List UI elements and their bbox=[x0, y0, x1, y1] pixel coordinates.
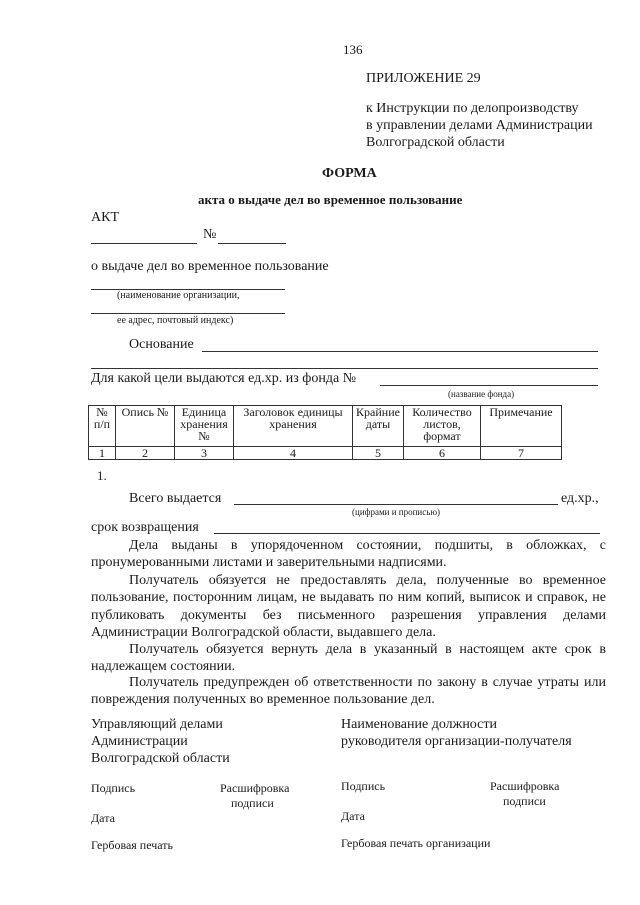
left-seal-label: Гербовая печать bbox=[91, 838, 174, 852]
paragraph-text: Получатель обязуется вернуть дела в указанный в настоящем акте срок в надлежащем состоянии. bbox=[91, 642, 606, 675]
paragraph bbox=[91, 641, 606, 676]
act-number-line bbox=[218, 243, 286, 244]
paragraph bbox=[91, 537, 606, 572]
basis-label: Основание bbox=[129, 337, 194, 352]
left-signatory-line3: Волгоградской области bbox=[91, 751, 230, 766]
act-purpose-line: о выдаче дел во временное пользование bbox=[91, 259, 329, 274]
right-date-label: Дата bbox=[341, 809, 365, 823]
left-date-label: Дата bbox=[91, 811, 115, 825]
col-header-dates: Крайние даты bbox=[353, 406, 404, 447]
register-table bbox=[88, 405, 562, 460]
col-header-unit-title: Заголовок единицы хранения bbox=[234, 406, 353, 447]
fund-caption: (название фонда) bbox=[448, 389, 515, 399]
org-caption: (наименование организации, bbox=[117, 290, 240, 301]
left-signature-label: Подпись bbox=[91, 781, 136, 795]
col-number: 3 bbox=[175, 447, 234, 460]
act-label: АКТ bbox=[91, 210, 119, 225]
first-row-marker: 1. bbox=[97, 468, 107, 483]
paragraph bbox=[91, 572, 606, 642]
col-number: 7 bbox=[481, 447, 562, 460]
paragraph bbox=[91, 674, 606, 709]
appendix-ref-line1: к Инструкции по делопроизводству bbox=[366, 101, 579, 116]
issued-unit: ед.хр., bbox=[561, 491, 599, 506]
right-decode-label: Расшифровка bbox=[490, 779, 560, 793]
right-signatory-line2: руководителя организации-получателя bbox=[341, 734, 572, 749]
issued-caption: (цифрами и прописью) bbox=[352, 507, 441, 517]
left-decode-label-2: подписи bbox=[231, 796, 274, 810]
page-number: 136 bbox=[343, 42, 363, 57]
table-row bbox=[89, 447, 562, 460]
col-header-index: № п/п bbox=[89, 406, 116, 447]
basis-line bbox=[202, 351, 598, 352]
col-header-notes: Примечание bbox=[481, 406, 562, 447]
right-signatory-line1: Наименование должности bbox=[341, 717, 497, 732]
col-number: 6 bbox=[404, 447, 481, 460]
org-address-line bbox=[91, 313, 285, 314]
return-label: срок возвращения bbox=[91, 520, 199, 535]
col-number: 2 bbox=[116, 447, 175, 460]
col-header-sheets: Количество листов, формат bbox=[404, 406, 481, 447]
issued-label: Всего выдается bbox=[129, 491, 222, 506]
paragraph-text: Дела выданы в упорядоченном состоянии, подшиты, в обложках, с пронумерованными листами и заверительными надписями. bbox=[91, 538, 606, 571]
col-header-inventory: Опись № bbox=[116, 406, 175, 447]
left-decode-label: Расшифровка bbox=[220, 781, 290, 795]
appendix-title: ПРИЛОЖЕНИЕ 29 bbox=[366, 71, 481, 86]
left-signatory-line2: Администрации bbox=[91, 734, 188, 749]
issued-line bbox=[234, 504, 558, 505]
paragraph-text: Получатель предупрежден об ответственности по закону в случае утраты или повреждения полученных во временное пользование дел. bbox=[91, 675, 606, 708]
fund-number-line bbox=[380, 385, 598, 386]
return-line bbox=[214, 533, 600, 534]
basis-line-2 bbox=[91, 368, 598, 369]
appendix-ref-line3: Волгоградской области bbox=[366, 135, 505, 150]
col-header-storage-unit: Единица хранения № bbox=[175, 406, 234, 447]
left-signatory-line1: Управляющий делами bbox=[91, 717, 223, 732]
appendix-ref-line2: в управлении делами Администрации bbox=[366, 118, 593, 133]
right-decode-label-2: подписи bbox=[503, 794, 546, 808]
col-number: 5 bbox=[353, 447, 404, 460]
right-signature-label: Подпись bbox=[341, 779, 386, 793]
col-number: 4 bbox=[234, 447, 353, 460]
purpose-label: Для какой цели выдаются ед.хр. из фонда № bbox=[91, 371, 357, 386]
addr-caption: ее адрес, почтовый индекс) bbox=[117, 315, 234, 326]
right-seal-label: Гербовая печать организации bbox=[341, 836, 491, 850]
act-date-line bbox=[91, 243, 197, 244]
form-subtitle: акта о выдаче дел во временное пользование bbox=[198, 192, 463, 207]
col-number: 1 bbox=[89, 447, 116, 460]
paragraph-text: Получатель обязуется не предоставлять дела, полученные во временное пользование, посторонним лицам, не выдавать по ним копий, выписок и справок, не публиковать документы без письменного разрешения управления делами Администрации Волгоградской области, выдавшего дела. bbox=[91, 573, 606, 641]
form-title: ФОРМА bbox=[322, 166, 377, 181]
act-number-label: № bbox=[203, 227, 217, 242]
